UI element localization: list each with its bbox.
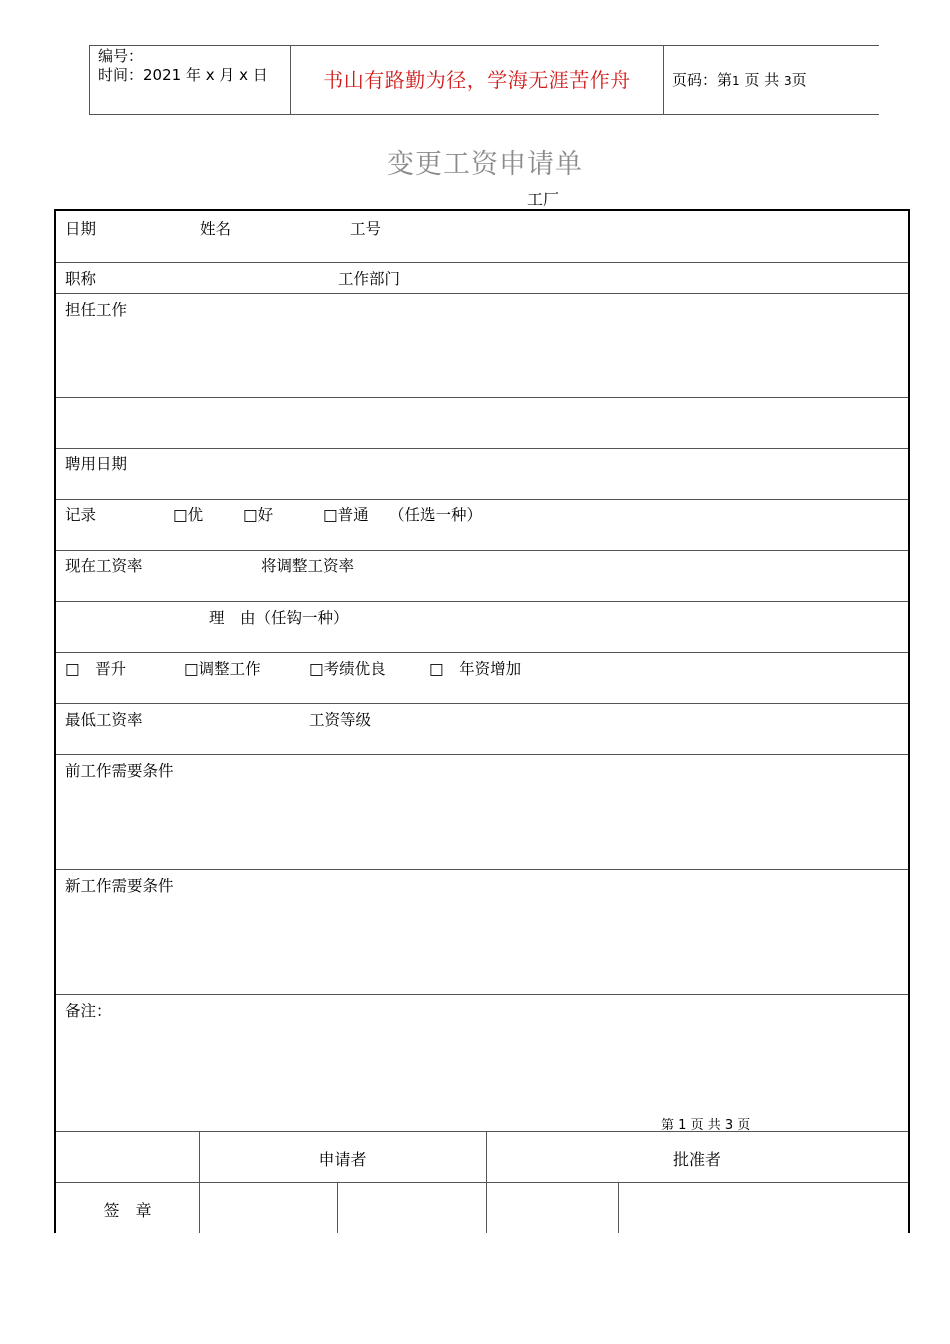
- page-total: 3: [784, 74, 792, 88]
- row-line: [56, 601, 908, 602]
- department-label: 工作部门: [338, 270, 401, 288]
- row-line: [56, 703, 908, 704]
- row-line: [56, 754, 908, 755]
- approver-seal-cell-2[interactable]: [619, 1183, 906, 1232]
- approver-header: 批准者: [672, 1150, 721, 1169]
- time-label: 时间：2021 年 x 月 x 日: [98, 66, 268, 84]
- new-requirements-label: 新工作需要条件: [65, 877, 174, 895]
- footer-page-total: 3: [724, 1118, 734, 1133]
- record-label: 记录: [65, 506, 97, 524]
- option-transfer[interactable]: □调整工作: [184, 660, 261, 678]
- option-good[interactable]: □好: [243, 506, 274, 524]
- reason-label: 理 由（任钩一种）: [209, 609, 349, 627]
- footer-page-middle: 页 共: [690, 1118, 721, 1133]
- row-line: [56, 448, 908, 449]
- footer-page-current: 1: [678, 1118, 687, 1133]
- row-line: [56, 293, 908, 294]
- current-rate-label: 现在工资率: [65, 557, 143, 575]
- name-label: 姓名: [200, 220, 232, 238]
- page-prefix: 页码：第: [672, 71, 733, 89]
- option-excellent[interactable]: □优: [173, 506, 204, 524]
- option-performance[interactable]: □考绩优良: [309, 660, 386, 678]
- header-meta: [98, 47, 268, 85]
- applicant-header: 申请者: [318, 1150, 367, 1169]
- row-line: [56, 869, 908, 870]
- applicant-seal-cell-2[interactable]: [338, 1183, 485, 1232]
- row-line: [56, 1131, 908, 1132]
- option-seniority[interactable]: □ 年资增加: [429, 660, 522, 678]
- row-line: [56, 550, 908, 551]
- footer-page-prefix: 第: [661, 1118, 675, 1133]
- header-divider-2: [663, 45, 664, 114]
- salary-grade-label: 工资等级: [309, 711, 372, 729]
- duties-label: 担任工作: [65, 301, 128, 319]
- salary-change-form: [54, 209, 910, 1233]
- number-label: 编号：: [98, 47, 144, 65]
- date-label: 日期: [65, 220, 97, 238]
- row-line: [56, 397, 908, 398]
- prev-requirements-label: 前工作需要条件: [65, 762, 174, 780]
- option-normal[interactable]: □普通: [323, 506, 369, 524]
- page-title: 变更工资申请单: [387, 149, 583, 180]
- record-note: （任选一种）: [389, 506, 483, 524]
- min-rate-label: 最低工资率: [65, 711, 143, 729]
- page-current: 1: [732, 74, 740, 88]
- row-line: [56, 652, 908, 653]
- header-divider-left: [89, 45, 90, 114]
- footer-page-suffix: 页: [737, 1118, 751, 1133]
- row-line: [56, 499, 908, 500]
- row-line: [56, 994, 908, 995]
- header-motto: 书山有路勤为径，学海无涯苦作舟: [323, 68, 631, 92]
- applicant-seal-cell-1[interactable]: [200, 1183, 336, 1232]
- option-promotion[interactable]: □ 晋升: [65, 660, 127, 678]
- header-page-info: [672, 69, 807, 90]
- page-middle: 页 共: [744, 71, 780, 89]
- footer-page-info: [661, 1114, 750, 1133]
- approver-seal-cell-1[interactable]: [487, 1183, 617, 1232]
- page-suffix: 页: [791, 71, 807, 89]
- remarks-label: 备注：: [65, 1002, 112, 1020]
- header-divider-1: [290, 45, 291, 114]
- job-title-label: 职称: [65, 270, 97, 288]
- factory-label: 工厂: [527, 190, 560, 209]
- hire-date-label: 聘用日期: [65, 455, 128, 473]
- row-line: [56, 262, 908, 263]
- seal-label: 签 章: [103, 1201, 152, 1220]
- employee-no-label: 工号: [350, 220, 382, 238]
- adjusted-rate-label: 将调整工资率: [261, 557, 355, 575]
